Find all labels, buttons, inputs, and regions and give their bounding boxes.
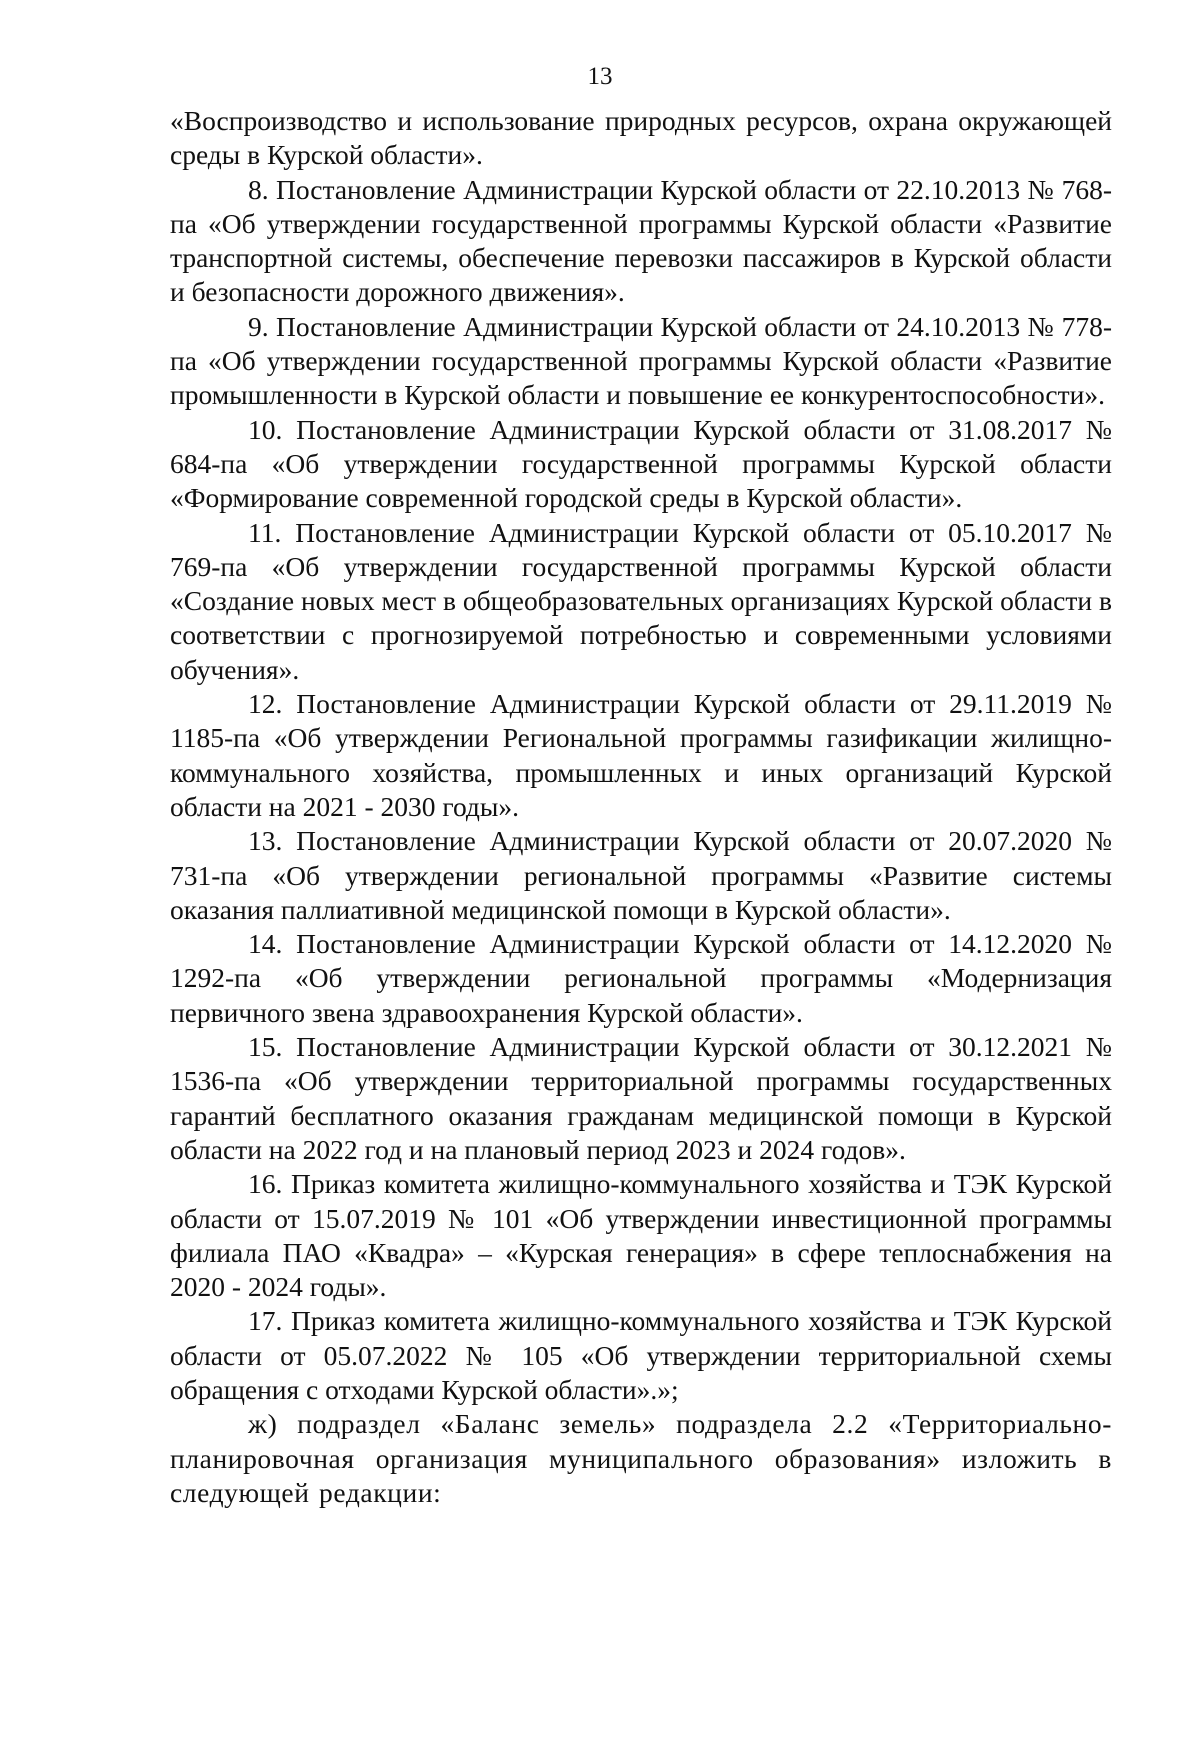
paragraph-item-15: 15. Постановление Администрации Курской области от 30.12.2021 № 1536-па «Об утверждении территориальной программы государственных гарантий бесплатного оказания гражданам медицинской помощи в Курской области на 2022 год и на плановый период 2023 и 2024 годов».: [170, 1031, 1112, 1165]
paragraph-item-14: 14. Постановление Администрации Курской области от 14.12.2020 № 1292-па «Об утверждении региональной программы «Модернизация первичного звена здравоохранения Курской области».: [170, 928, 1112, 1028]
paragraph-item-11: 11. Постановление Администрации Курской области от 05.10.2017 № 769-па «Об утверждении государственной программы Курской области «Создание новых мест в общеобразовательных организациях Курской области в соответствии с прогнозируемой потребностью и современными условиями обучения».: [170, 516, 1112, 685]
document-body: [170, 104, 1112, 1510]
paragraph-item-12: 12. Постановление Администрации Курской области от 29.11.2019 № 1185-па «Об утверждении Региональной программы газификации жилищно-коммунального хозяйства, промышленных и иных организаций Курской области на 2021 - 2030 годы».: [170, 688, 1112, 822]
paragraph-item-13: 13. Постановление Администрации Курской области от 20.07.2020 № 731-па «Об утверждении региональной программы «Развитие системы оказания паллиативной медицинской помощи в Курской области».: [170, 825, 1112, 925]
page-number: 13: [587, 63, 613, 90]
paragraph-continuation: «Воспроизводство и использование природных ресурсов, охрана окружающей среды в Курской области».: [170, 105, 1112, 171]
paragraph-subsection-zh: ж) подраздел «Баланс земель» подраздела 2.2 «Территориально-планировочная организация муниципального образования» изложить в следующей редакции:: [170, 1408, 1112, 1508]
paragraph-item-16: 16. Приказ комитета жилищно-коммунального хозяйства и ТЭК Курской области от 15.07.2019 № 101 «Об утверждении инвестиционной программы филиала ПАО «Квадра» – «Курская генерация» в сфере теплоснабжения на 2020 - 2024 годы».: [170, 1168, 1112, 1303]
paragraph-item-8: 8. Постановление Администрации Курской области от 22.10.2013 № 768-па «Об утверждении государственной программы Курской области «Развитие транспортной системы, обеспечение перевозки пассажиров в Курской области и безопасности дорожного движения».: [170, 173, 1112, 308]
paragraph-item-17: 17. Приказ комитета жилищно-коммунального хозяйства и ТЭК Курской области от 05.07.2022 № 105 «Об утверждении территориальной схемы обращения с отходами Курской области».»;: [170, 1305, 1112, 1405]
paragraph-item-10: 10. Постановление Администрации Курской области от 31.08.2017 № 684-па «Об утверждении государственной программы Курской области «Формирование современной городской среды в Курской области».: [170, 413, 1112, 514]
paragraph-item-9: 9. Постановление Администрации Курской области от 24.10.2013 № 778-па «Об утверждении государственной программы Курской области «Развитие промышленности в Курской области и повышение ее конкурентоспособности».: [170, 310, 1112, 411]
